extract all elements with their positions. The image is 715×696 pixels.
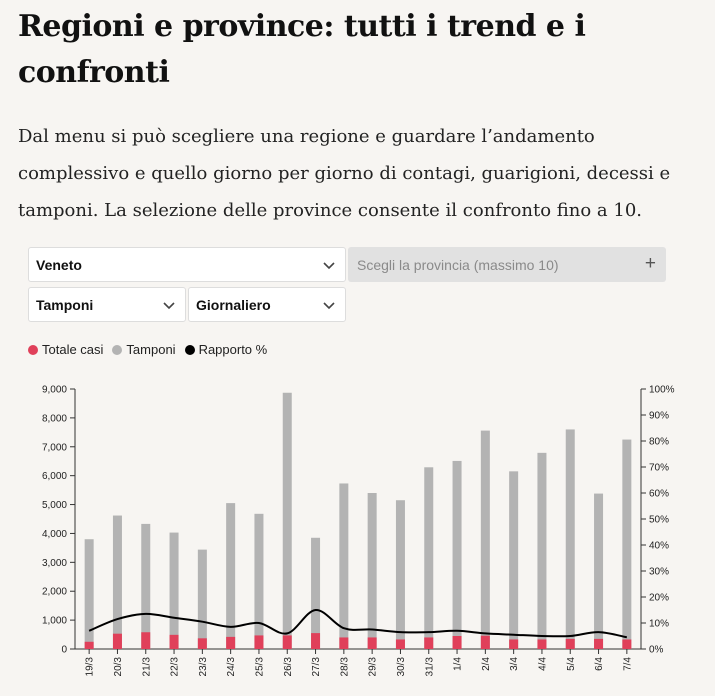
chart-legend [28,342,276,357]
bar-tamponi [368,493,377,649]
x-tick-label: 29/3 [367,657,379,677]
bar-totale-casi [113,634,122,649]
y-right-tick-label: 20% [649,592,670,604]
x-tick-label: 27/3 [311,657,323,677]
y-left-tick-label: 9,000 [41,384,67,396]
y-left-tick-label: 2,000 [41,586,67,598]
bar-totale-casi [85,642,94,649]
bar-tamponi [396,500,405,649]
bar-tamponi [85,539,94,649]
chart [0,375,715,696]
y-right-tick-label: 0% [649,644,664,656]
plus-icon: + [644,253,656,274]
x-tick-label: 23/3 [197,657,209,677]
bar-tamponi [537,453,546,649]
y-right-tick-label: 40% [649,540,670,552]
x-tick-label: 24/3 [226,657,238,677]
x-tick-label: 4/4 [537,657,549,671]
legend-label: Totale casi [42,342,104,357]
page-title: Regioni e province: tutti i trend e i confronti [18,9,586,90]
x-tick-label: 22/3 [169,657,181,677]
y-left-tick-label: 5,000 [41,500,67,512]
y-left-tick-label: 7,000 [41,442,67,454]
bar-tamponi [283,393,292,649]
x-tick-label: 30/3 [395,657,407,677]
bar-tamponi [339,483,348,649]
bar-tamponi [141,524,150,649]
mode-select[interactable] [188,287,346,322]
y-left-tick-label: 4,000 [41,528,67,540]
y-right-tick-label: 30% [649,566,670,578]
legend-item-rapporto[interactable] [185,342,268,357]
y-right-tick-label: 90% [649,410,670,422]
metric-select[interactable] [28,287,186,322]
chevron-down-icon [322,258,336,272]
y-left-tick-label: 8,000 [41,413,67,425]
bar-tamponi [113,516,122,649]
x-tick-label: 25/3 [254,657,266,677]
x-tick-label: 21/3 [141,657,153,677]
bar-totale-casi [509,639,518,649]
region-select-value: Veneto [36,256,82,273]
legend-label: Rapporto % [198,342,268,357]
x-tick-label: 19/3 [84,657,96,677]
bar-totale-casi [622,639,631,649]
y-left-tick-label: 1,000 [41,615,67,627]
y-right-tick-label: 10% [649,618,670,630]
bar-tamponi [170,533,179,649]
legend-dot [112,345,122,355]
bar-totale-casi [339,637,348,649]
legend-dot [28,345,38,355]
y-left-tick-label: 6,000 [41,471,67,483]
y-right-tick-label: 60% [649,488,670,500]
bar-tamponi [198,550,207,649]
x-tick-label: 6/4 [594,657,606,671]
legend-dot [185,345,195,355]
y-right-tick-label: 100% [649,384,675,396]
bar-tamponi [481,431,490,649]
bar-totale-casi [254,635,263,649]
y-right-tick-label: 80% [649,436,670,448]
x-tick-label: 2/4 [480,657,492,671]
y-left-tick-label: 3,000 [41,557,67,569]
bar-totale-casi [424,637,433,649]
bar-totale-casi [396,639,405,649]
bar-tamponi [594,494,603,649]
x-tick-label: 20/3 [112,657,124,677]
bar-totale-casi [226,637,235,649]
x-tick-label: 5/4 [565,657,577,671]
y-right-tick-label: 70% [649,462,670,474]
x-tick-label: 31/3 [424,657,436,677]
y-right-tick-label: 50% [649,514,670,526]
bar-totale-casi [368,637,377,649]
bar-totale-casi [141,632,150,649]
province-select-placeholder: Scegli la provincia (massimo 10) [357,256,559,273]
chevron-down-icon [322,298,336,312]
bar-totale-casi [283,635,292,649]
legend-item-totale-casi[interactable] [28,342,103,357]
bar-tamponi [424,467,433,649]
bar-totale-casi [594,639,603,649]
bar-tamponi [509,471,518,649]
bar-tamponi [453,461,462,649]
metric-select-value: Tamponi [36,296,94,313]
legend-item-tamponi[interactable] [112,342,175,357]
intro-paragraph: Dal menu si può scegliere una regione e guardare l’andamento complessivo e quello giorno per giorno di contagi, guarigioni, decessi e tamponi. La selezione delle province consente il confronto fino a 10. [18,126,671,221]
y-left-tick-label: 0 [61,644,67,656]
bar-totale-casi [170,635,179,649]
bar-tamponi [566,429,575,649]
x-tick-label: 26/3 [282,657,294,677]
bar-tamponi [311,538,320,649]
province-select[interactable] [348,247,666,282]
bar-totale-casi [537,639,546,649]
bar-totale-casi [453,636,462,649]
bar-totale-casi [311,633,320,649]
bar-tamponi [254,514,263,649]
bar-totale-casi [566,639,575,649]
bar-totale-casi [481,636,490,649]
bar-totale-casi [198,638,207,649]
x-tick-label: 28/3 [339,657,351,677]
legend-label: Tamponi [126,342,176,357]
bar-tamponi [622,440,631,649]
x-tick-label: 1/4 [452,657,464,671]
x-tick-label: 7/4 [622,657,634,671]
chevron-down-icon [162,298,176,312]
region-select[interactable] [28,247,346,282]
x-tick-label: 3/4 [509,657,521,671]
mode-select-value: Giornaliero [196,296,271,313]
